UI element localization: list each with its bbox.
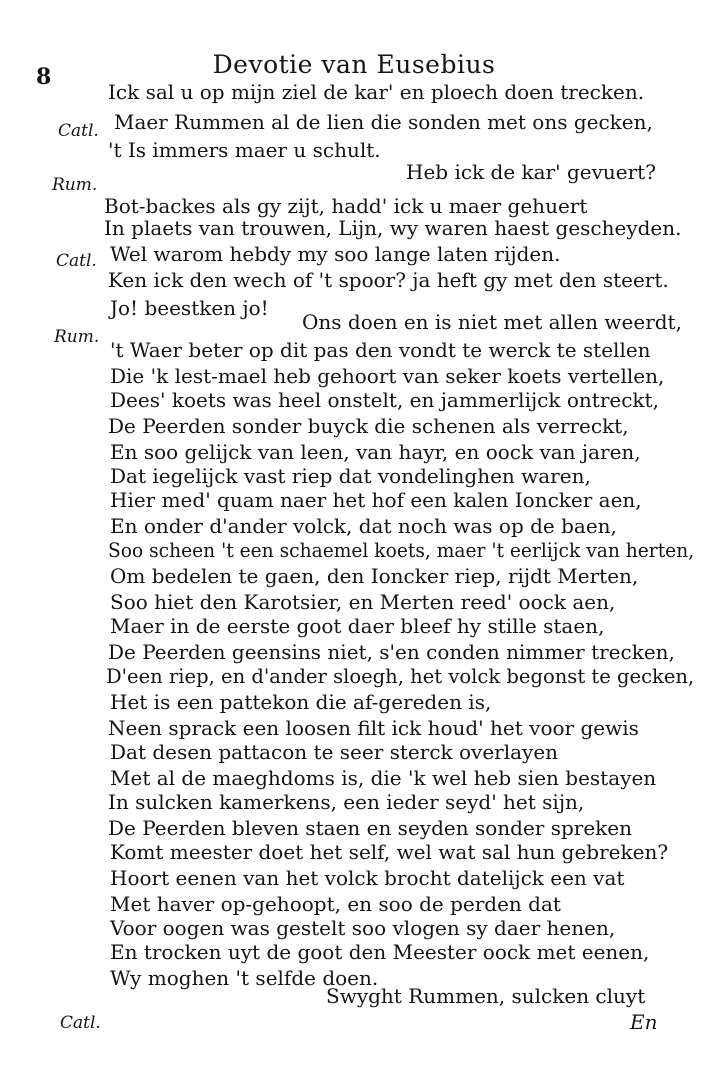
catchword: En [630,1010,658,1034]
verse-line: Bot-backes als gy zijt, hadd' ick u maer gehuert [104,194,588,218]
verse-line: In plaets van trouwen, Lijn, wy waren haest gescheyden. [104,216,682,240]
page-number: 8 [36,64,52,90]
verse-line: Met al de maeghdoms is, die 'k wel heb sien bestayen [110,766,657,790]
verse-line: De Peerden bleven staen en seyden sonder spreken [108,816,632,840]
speaker-label: Catl. [60,1013,101,1033]
speaker-label: Rum. [54,327,100,347]
verse-line: En trocken uyt de goot den Meester oock met eenen, [110,940,650,964]
verse-line: De Peerden geensins niet, s'en conden nimmer trecken, [108,640,675,664]
verse-line: 't Waer beter op dit pas den vondt te werck te stellen [110,338,651,362]
verse-line: Maer Rummen al de lien die sonden met ons gecken, [114,110,653,134]
verse-line: Jo! beestken jo! [110,296,269,320]
verse-line: In sulcken kamerkens, een ieder seyd' het sijn, [108,790,585,814]
verse-line: Heb ick de kar' gevuert? [406,160,656,184]
verse-line: Swyght Rummen, sulcken cluyt [326,984,646,1008]
verse-line: En onder d'ander volck, dat noch was op de baen, [110,514,617,538]
verse-line: De Peerden sonder buyck die schenen als verreckt, [108,414,629,438]
verse-line: Dat desen pattacon te seer sterck overlayen [110,740,559,764]
verse-line: Dat iegelijck vast riep dat vondelinghen waren, [110,464,591,488]
verse-line: Maer in de eerste goot daer bleef hy stille staen, [110,614,605,638]
speaker-label: Catl. [56,251,97,271]
verse-line: Wy moghen 't selfde doen. [110,966,379,990]
verse-line: Komt meester doet het self, wel wat sal hun gebreken? [110,840,669,864]
verse-line: Ick sal u op mijn ziel de kar' en ploech doen trecken. [108,80,645,104]
verse-line: Soo scheen 't een schaemel koets, maer 't eerlijck van herten, [108,538,695,562]
verse-line: Om bedelen te gaen, den Ioncker riep, rijdt Merten, [110,564,639,588]
verse-line: Neen sprack een loosen filt ick houd' het voor gewis [108,716,639,740]
verse-line: Voor oogen was gestelt soo vlogen sy daer henen, [110,916,616,940]
running-title: Devotie van Eusebius [212,50,496,79]
verse-line: Dees' koets was heel onstelt, en jammerlijck ontreckt, [110,388,659,412]
verse-line: Met haver op-gehoopt, en soo de perden dat [110,892,561,916]
verse-line: Hier med' quam naer het hof een kalen Ioncker aen, [110,488,642,512]
verse-line: Wel warom hebdy my soo lange laten rijden. [110,242,561,266]
verse-line: En soo gelijck van leen, van hayr, en oock van jaren, [110,440,641,464]
verse-line: Soo hiet den Karotsier, en Merten reed' oock aen, [110,590,616,614]
verse-line: 't Is immers maer u schult. [108,138,381,162]
verse-line: Die 'k lest-mael heb gehoort van seker koets vertellen, [110,364,665,388]
speaker-label: Rum. [52,175,98,195]
verse-line: Ken ick den wech of 't spoor? ja heft gy met den steert. [108,268,669,292]
verse-line: Ons doen en is niet met allen weerdt, [302,310,682,334]
verse-line: D'een riep, en d'ander sloegh, het volck begonst te gecken, [106,664,695,688]
verse-line: Hoort eenen van het volck brocht datelijck een vat [110,866,625,890]
verse-line: Het is een pattekon die af-gereden is, [110,690,492,714]
speaker-label: Catl. [58,121,99,141]
